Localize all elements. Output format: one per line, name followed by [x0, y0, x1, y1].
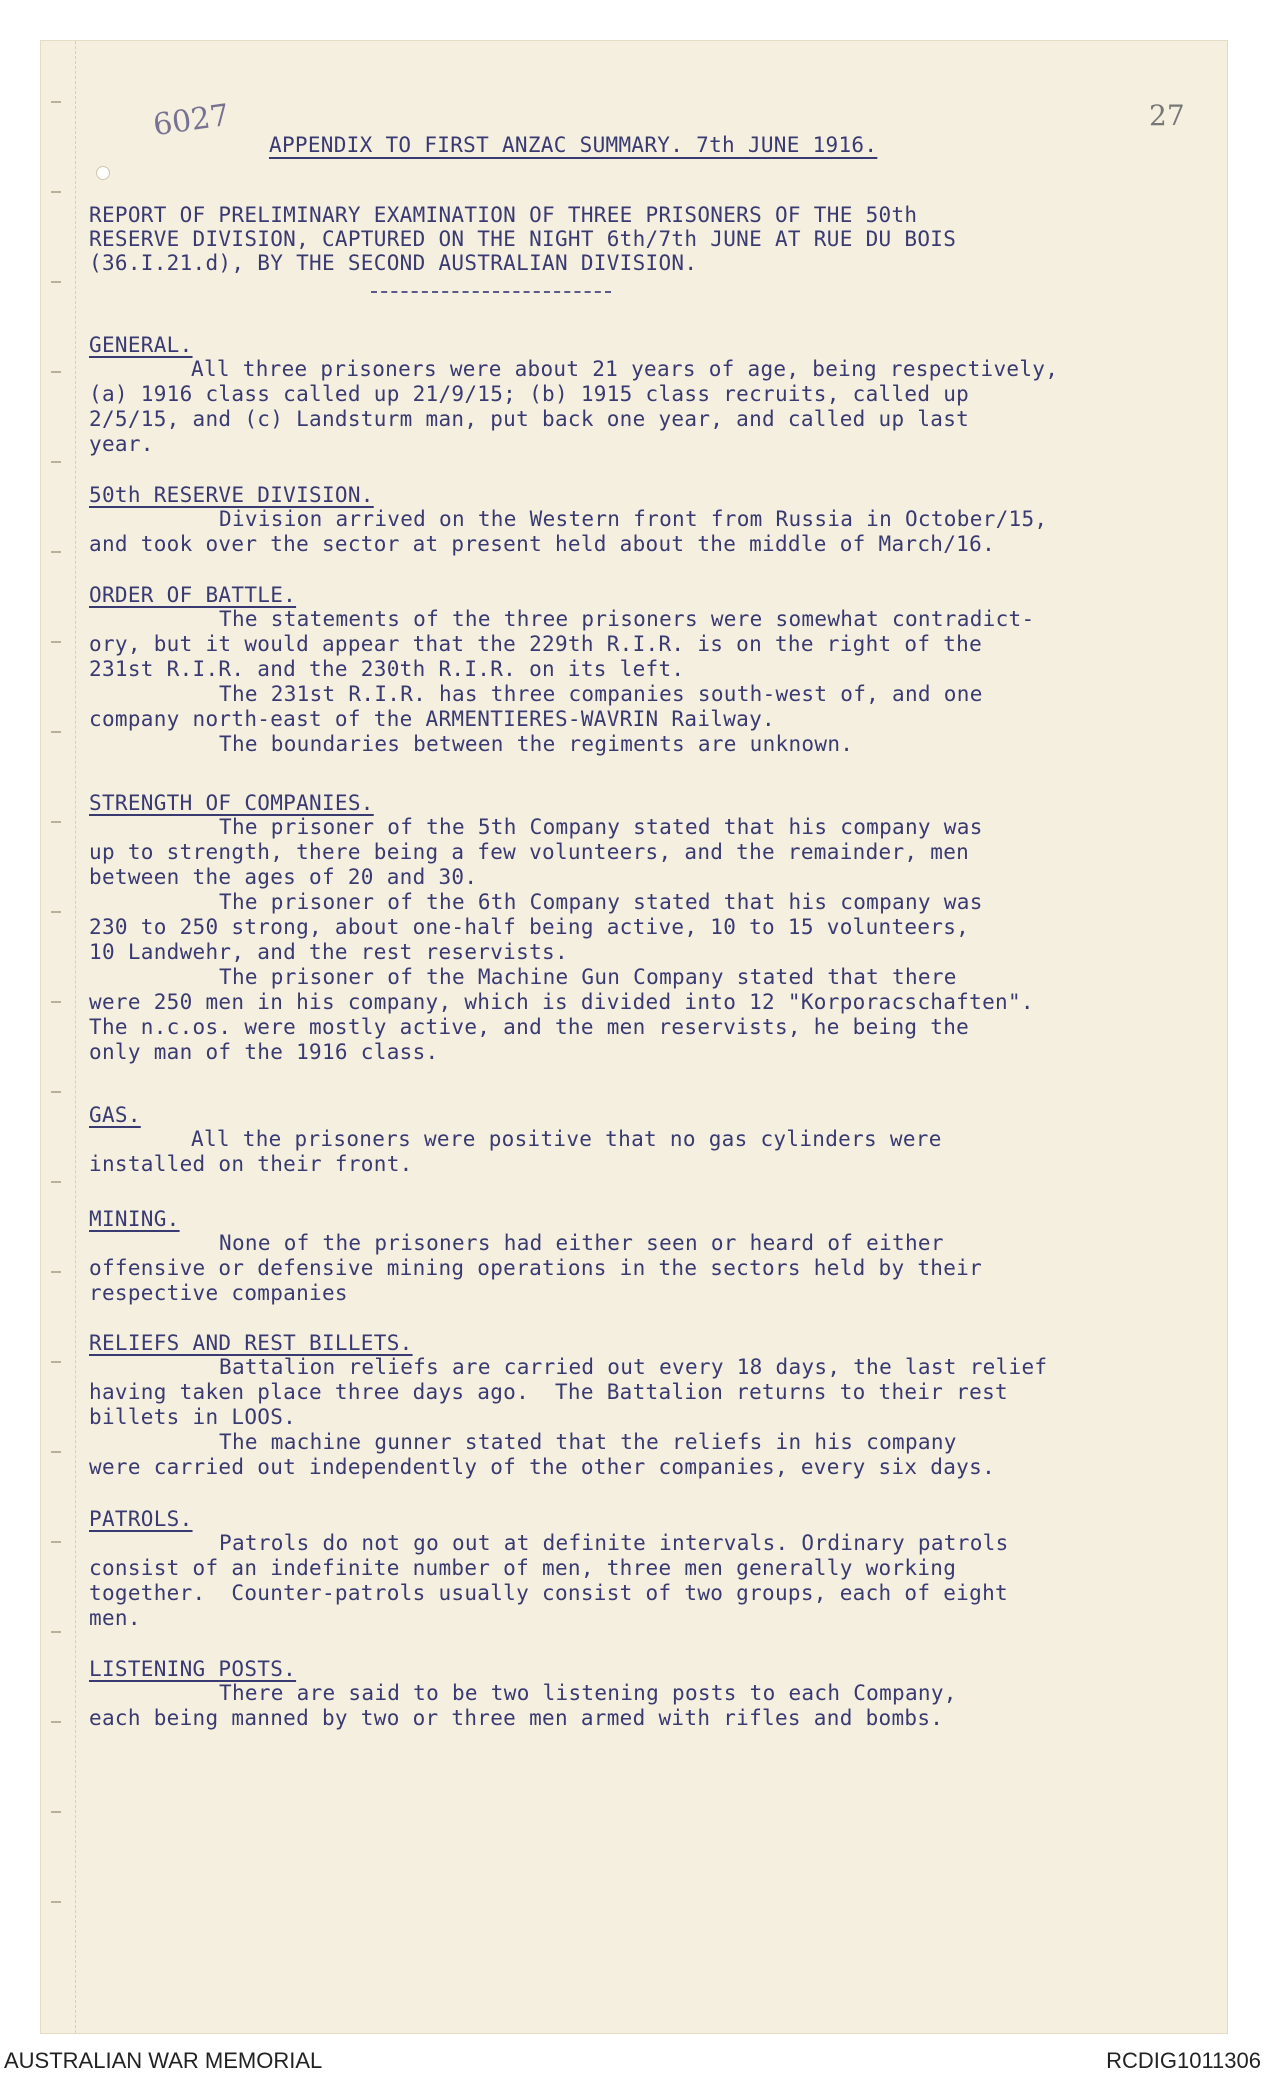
- document-page: [40, 40, 1228, 2034]
- paragraph-line: The 231st R.I.R. has three companies south-west of, and one: [219, 682, 983, 706]
- paragraph-line: The machine gunner stated that the reliefs in his company: [219, 1430, 957, 1454]
- paragraph-line: only man of the 1916 class.: [89, 1040, 439, 1064]
- paragraph-line: The statements of the three prisoners were somewhat contradict-: [219, 607, 1035, 631]
- paragraph-line: and took over the sector at present held about the middle of March/16.: [89, 532, 996, 556]
- binding-margin: [41, 41, 76, 2033]
- handwritten-reference: 6027: [150, 97, 232, 144]
- section-heading-general: GENERAL.: [89, 333, 193, 357]
- paragraph-line: respective companies: [89, 1281, 348, 1305]
- paragraph-line: The boundaries between the regiments are unknown.: [219, 732, 854, 756]
- paragraph-line: The prisoner of the 6th Company stated that his company was: [219, 890, 983, 914]
- paragraph-line: 2/5/15, and (c) Landsturm man, put back one year, and called up last: [89, 407, 970, 431]
- folio-number: 27: [1149, 99, 1185, 132]
- paragraph-line: were carried out independently of the other companies, every six days.: [89, 1455, 996, 1479]
- paragraph-line: 231st R.I.R. and the 230th R.I.R. on its left.: [89, 657, 685, 681]
- section-heading-patrols: PATROLS.: [89, 1507, 193, 1531]
- paragraph-line: each being manned by two or three men armed with rifles and bombs.: [89, 1706, 944, 1730]
- paragraph-line: Patrols do not go out at definite intervals. Ordinary patrols: [219, 1531, 1009, 1555]
- paragraph-line: The n.c.os. were mostly active, and the men reservists, he being the: [89, 1015, 970, 1039]
- section-heading-division: 50th RESERVE DIVISION.: [89, 483, 374, 507]
- paragraph-line: There are said to be two listening posts to each Company,: [219, 1681, 957, 1705]
- section-heading-listening-posts: LISTENING POSTS.: [89, 1657, 297, 1681]
- report-heading-line: (36.I.21.d), BY THE SECOND AUSTRALIAN DIVISION.: [89, 251, 698, 275]
- document-title: APPENDIX TO FIRST ANZAC SUMMARY. 7th JUNE 1916.: [269, 133, 878, 157]
- section-heading-mining: MINING.: [89, 1207, 180, 1231]
- paragraph-line: having taken place three days ago. The Battalion returns to their rest: [89, 1380, 1008, 1404]
- paragraph-line: Division arrived on the Western front from Russia in October/15,: [219, 507, 1048, 531]
- heading-divider: [371, 291, 611, 293]
- paragraph-line: billets in LOOS.: [89, 1405, 297, 1429]
- paragraph-line: between the ages of 20 and 30.: [89, 865, 478, 889]
- paragraph-line: year.: [89, 432, 154, 456]
- paragraph-line: (a) 1916 class called up 21/9/15; (b) 1915 class recruits, called up: [89, 382, 970, 406]
- paragraph-line: All the prisoners were positive that no gas cylinders were: [191, 1127, 942, 1151]
- paragraph-line: Battalion reliefs are carried out every 18 days, the last relief: [219, 1355, 1048, 1379]
- paragraph-line: The prisoner of the Machine Gun Company stated that there: [219, 965, 957, 989]
- punch-hole: [96, 166, 110, 180]
- paragraph-line: installed on their front.: [89, 1152, 413, 1176]
- paragraph-line: offensive or defensive mining operations in the sectors held by their: [89, 1256, 983, 1280]
- paragraph-line: men.: [89, 1606, 141, 1630]
- paragraph-line: together. Counter-patrols usually consist of two groups, each of eight: [89, 1581, 1008, 1605]
- paragraph-line: 10 Landwehr, and the rest reservists.: [89, 940, 568, 964]
- paragraph-line: consist of an indefinite number of men, three men generally working: [89, 1556, 957, 1580]
- paragraph-line: ory, but it would appear that the 229th R.I.R. is on the right of the: [89, 632, 983, 656]
- paragraph-line: were 250 men in his company, which is divided into 12 "Korporacschaften".: [89, 990, 1034, 1014]
- section-heading-gas: GAS.: [89, 1103, 141, 1127]
- report-heading-line: REPORT OF PRELIMINARY EXAMINATION OF THREE PRISONERS OF THE 50th: [89, 203, 918, 227]
- paragraph-line: None of the prisoners had either seen or heard of either: [219, 1231, 944, 1255]
- paragraph-line: The prisoner of the 5th Company stated that his company was: [219, 815, 983, 839]
- section-heading-reliefs: RELIEFS AND REST BILLETS.: [89, 1331, 413, 1355]
- footer-item-id: RCDIG1011306: [1106, 2048, 1261, 2073]
- paragraph-line: All three prisoners were about 21 years of age, being respectively,: [191, 357, 1059, 381]
- paragraph-line: up to strength, there being a few volunteers, and the remainder, men: [89, 840, 970, 864]
- report-heading-line: RESERVE DIVISION, CAPTURED ON THE NIGHT 6th/7th JUNE AT RUE DU BOIS: [89, 227, 957, 251]
- paragraph-line: 230 to 250 strong, about one-half being active, 10 to 15 volunteers,: [89, 915, 970, 939]
- footer-archive-name: AUSTRALIAN WAR MEMORIAL: [4, 2048, 323, 2073]
- section-heading-strength: STRENGTH OF COMPANIES.: [89, 791, 374, 815]
- section-heading-order-of-battle: ORDER OF BATTLE.: [89, 583, 297, 607]
- paragraph-line: company north-east of the ARMENTIERES-WAVRIN Railway.: [89, 707, 775, 731]
